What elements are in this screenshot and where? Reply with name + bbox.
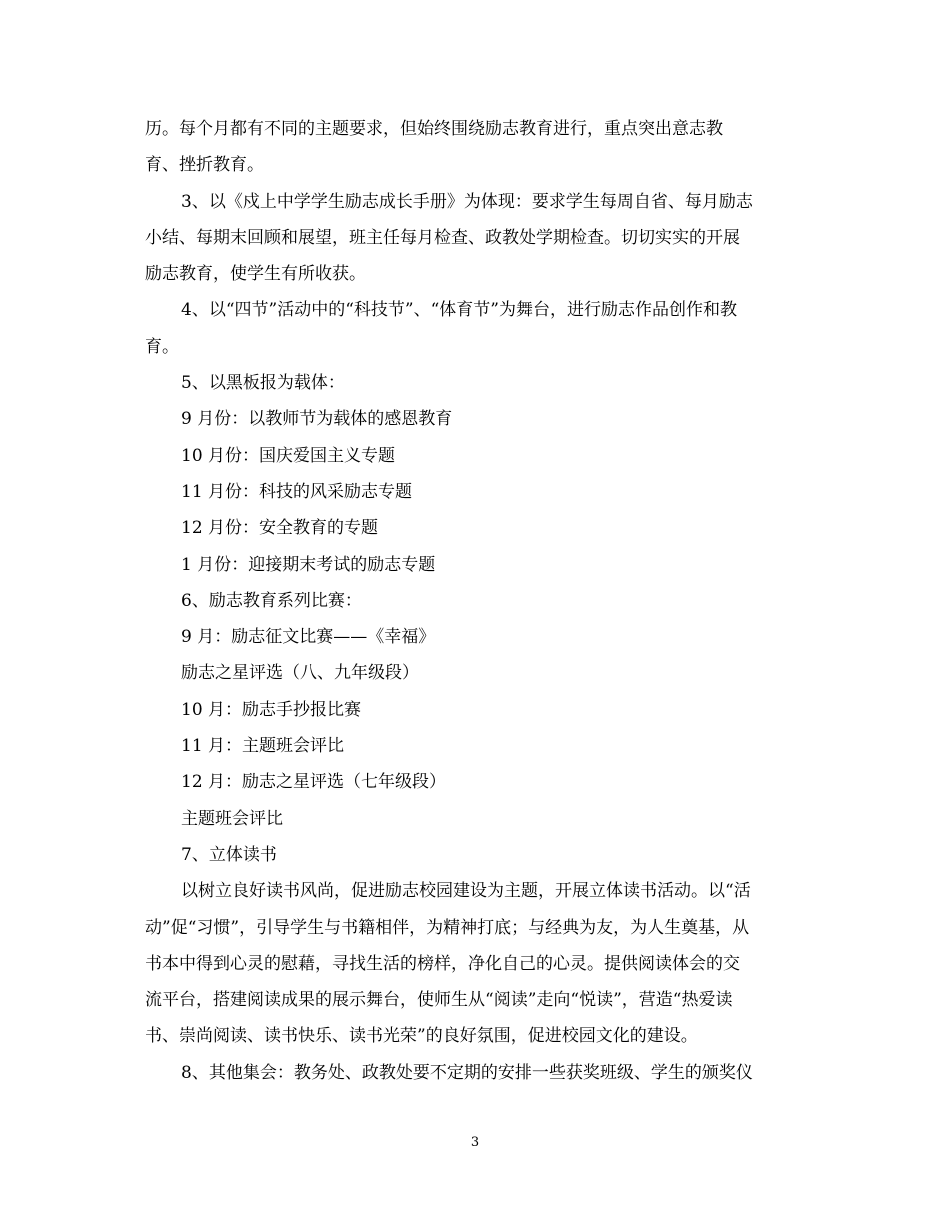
- text-line: 以树立良好读书风尚，促进励志校园建设为主题，开展立体读书活动。以“活: [181, 881, 751, 902]
- text-line: 动”促“习惯”，引导学生与书籍相伴，为精神打底；与经典为友，为人生奠基，从: [145, 917, 750, 938]
- text-line: 育。: [145, 336, 179, 357]
- text-line: 8、其他集会：教务处、政教处要不定期的安排一些获奖班级、学生的颁奖仪: [181, 1062, 753, 1083]
- text-line: 4、以“四节”活动中的“科技节”、“体育节”为舞台，进行励志作品创作和教: [181, 300, 737, 321]
- text-line: 11 月份：科技的风采励志专题: [181, 481, 413, 502]
- text-line: 书本中得到心灵的慰藉，寻找生活的榜样，净化自己的心灵。提供阅读体会的交: [145, 953, 740, 974]
- text-line: 历。每个月都有不同的主题要求，但始终围绕励志教育进行，重点突出意志教: [145, 119, 723, 139]
- document-body: [145, 111, 810, 1091]
- text-line: 9 月份：以教师节为载体的感恩教育: [181, 409, 453, 430]
- text-line: 小结、每期末回顾和展望，班主任每月检查、政教处学期检查。切切实实的开展: [145, 227, 740, 248]
- page-number: 3: [470, 1135, 480, 1150]
- text-line: 10 月：励志手抄报比赛: [181, 699, 362, 720]
- text-line: 3、以《戍上中学学生励志成长手册》为体现：要求学生每周自省、每月励志: [181, 191, 753, 212]
- text-line: 5、以黑板报为载体：: [181, 373, 345, 394]
- text-line: 7、立体读书: [181, 844, 277, 865]
- text-line: 9 月：励志征文比赛——《幸福》: [181, 627, 436, 648]
- text-line: 11 月：主题班会评比: [181, 736, 345, 757]
- text-line: 书、崇尚阅读、读书快乐、读书光荣”的良好氛围，促进校园文化的建设。: [145, 1026, 698, 1047]
- text-line: 励志教育，使学生有所收获。: [145, 264, 366, 285]
- text-line: 育、挫折教育。: [145, 155, 264, 176]
- text-line: 12 月份：安全教育的专题: [181, 518, 379, 539]
- text-line: 10 月份：国庆爱国主义专题: [181, 445, 396, 466]
- text-line: 主题班会评比: [181, 808, 283, 829]
- text-line: 12 月：励志之星评选（七年级段）: [181, 772, 447, 793]
- text-line: 6、励志教育系列比赛：: [181, 590, 362, 611]
- text-line: 1 月份：迎接期末考试的励志专题: [181, 554, 436, 575]
- text-line: 励志之星评选（八、九年级段）: [181, 663, 419, 684]
- text-line: 流平台，搭建阅读成果的展示舞台，使师生从“阅读”走向“悦读”，营造“热爱读: [145, 990, 733, 1011]
